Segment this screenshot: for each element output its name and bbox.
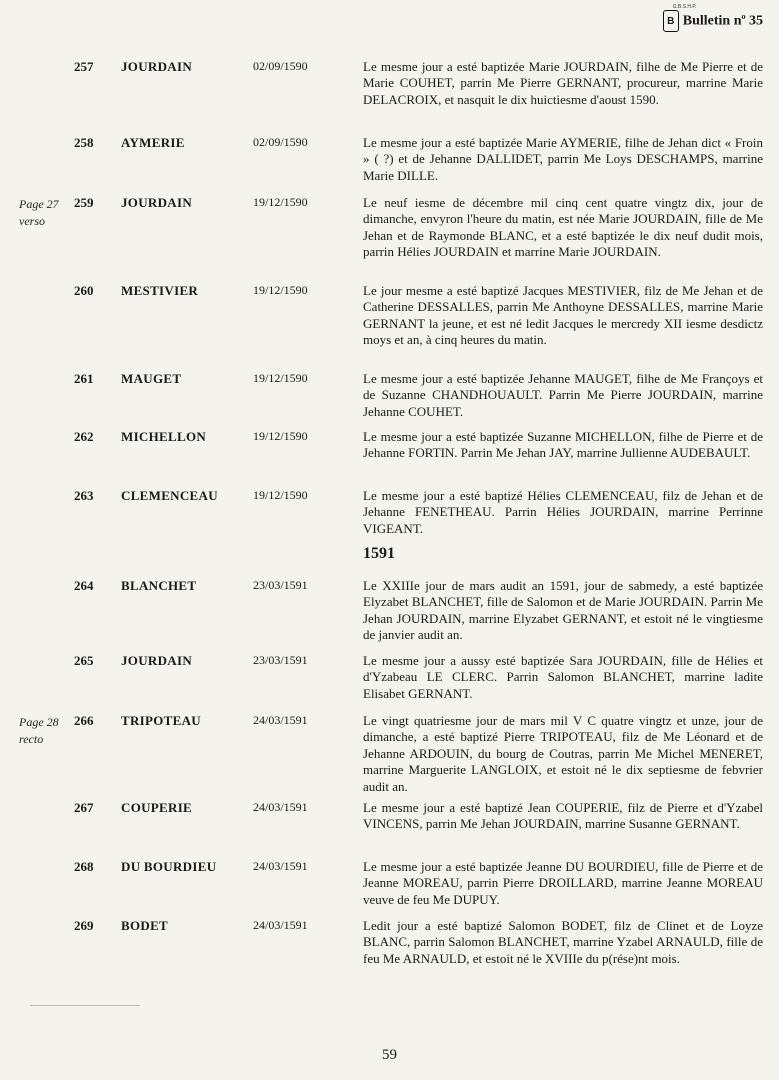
baptism-date: 19/12/1590	[253, 371, 308, 385]
entry-number: 262	[74, 429, 94, 444]
entry-text: Le mesme jour a esté baptizée Marie AYMERIE, filhe de Jehan dict « Froin » ( ?) et de Jehanne DALLIDET, parrin Me Loys DESCHAMPS, marrine Marie DILLE.	[363, 135, 763, 183]
family-name: JOURDAIN	[121, 653, 193, 668]
family-name: TRIPOTEAU	[121, 713, 201, 728]
margin-page-reference: Page 28 recto	[19, 715, 59, 746]
baptism-date: 23/03/1591	[253, 578, 308, 592]
entry-text: Le neuf iesme de décembre mil cinq cent quatre vingtz dix, jour de dimanche, envyron l'heure du matin, est née Marie JOURDAIN, fille de Me Jehan et de Raymonde BLANC, et a esté baptizée le dix neuf dudit mois, parrin Hélies JOURDAIN et marrine Marie JOURDAIN.	[363, 195, 763, 260]
family-name: JOURDAIN	[121, 195, 193, 210]
entry-text: Ledit jour a esté baptizé Salomon BODET, filz de Clinet et de Loyze BLANC, parrin Salomon BLANCHET, marrine Yzabel ARNAULD, fille de feu Me ARNAULD, et estoit né le XVIIIe du p(rése)nt mois.	[363, 918, 763, 966]
entry-number: 258	[74, 135, 94, 150]
baptism-date: 02/09/1590	[253, 59, 308, 73]
entry-number: 261	[74, 371, 94, 386]
entry-text: Le mesme jour a esté baptizée Marie JOURDAIN, filhe de Me Pierre et de Marie COUHET, parrin Me Pierre GERNANT, procureur, marrine Marie DELACROIX, et nasquit le dix huictiesme d'aoust 1590.	[363, 59, 763, 107]
entry-text: Le jour mesme a esté baptizé Jacques MESTIVIER, filz de Me Jehan et de Catherine DESSALLES, parrin Me Anthoyne DESSALLES, marrine Marie GERNANT la jeune, et est né ledit Jacques le mercredy XII iesme desdictz moys et an, à cinq heures du matin.	[363, 283, 763, 348]
family-name: MESTIVIER	[121, 283, 199, 298]
family-name: BLANCHET	[121, 578, 197, 593]
entry-text: Le XXIIIe jour de mars audit an 1591, jour de sabmedy, a esté baptizée Elyzabet BLANCHET, fille de Salomon et de Marie JOURDAIN. Parrin Me Jehan JOURDAIN, marrine Elyzabet GERNANT, et estoit né le vingtiesme de janvier audit an.	[363, 578, 763, 643]
entry-text: Le mesme jour a esté baptizée Jeanne DU BOURDIEU, fille de Pierre et de Jeanne MOREAU, parrin Pierre DROILLARD, marrine Jeanne MOREAU veuve de feu Me DUPUY.	[363, 859, 763, 907]
entry-number: 265	[74, 653, 94, 668]
baptism-date: 24/03/1591	[253, 859, 308, 873]
baptism-date: 19/12/1590	[253, 283, 308, 297]
baptism-date: 23/03/1591	[253, 653, 308, 667]
baptism-date: 24/03/1591	[253, 713, 308, 727]
page-number: 59	[382, 1047, 397, 1063]
baptism-date: 02/09/1590	[253, 135, 308, 149]
entry-text: Le vingt quatriesme jour de mars mil V C quatre vingtz et unze, jour de dimanche, a esté baptizé Pierre TRIPOTEAU, filz de Me Léonard et de Jehanne ARDOUIN, du bourg de Coutras, parrin Me Michel MENERET, marrine Marguerite LANGLOIX, et estoit né le dix septiesme de febvrier audit an.	[363, 713, 763, 794]
entry-number: 266	[74, 713, 94, 728]
entry-number: 260	[74, 283, 94, 298]
page-header	[663, 4, 763, 32]
entry-text: Le mesme jour a esté baptizé Jean COUPERIE, filz de Pierre et d'Yzabel VINCENS, parrin Me Jehan JOURDAIN, marrine Susanne GERNANT.	[363, 800, 763, 832]
year-heading: 1591	[363, 545, 395, 562]
family-name: COUPERIE	[121, 800, 193, 815]
family-name: CLEMENCEAU	[121, 488, 218, 503]
family-name: DU BOURDIEU	[121, 859, 217, 874]
family-name: AYMERIE	[121, 135, 185, 150]
baptism-date: 19/12/1590	[253, 195, 308, 209]
family-name: MAUGET	[121, 371, 182, 386]
entry-number: 268	[74, 859, 94, 874]
bulletin-logo-icon: B	[663, 10, 679, 32]
entry-number: 269	[74, 918, 94, 933]
header-small-text: Ω.B.S.H.P.	[672, 4, 697, 10]
bulletin-title	[683, 12, 763, 30]
entry-number: 257	[74, 59, 94, 74]
baptism-date: 19/12/1590	[253, 429, 308, 443]
bulletin-title-text: Bulletin n	[682, 13, 742, 29]
entry-number: 267	[74, 800, 94, 815]
bulletin-number: 35	[745, 13, 763, 29]
margin-page-reference: Page 27 verso	[19, 197, 59, 228]
baptism-date: 24/03/1591	[253, 918, 308, 932]
entry-text: Le mesme jour a esté baptizée Suzanne MICHELLON, filhe de Pierre et de Jehanne FORTIN. Parrin Me Jehan JAY, marrine Jullienne AUDEBAULT.	[363, 429, 763, 461]
entry-number: 263	[74, 488, 94, 503]
bulletin-title-sup: o	[741, 12, 746, 22]
family-name: JOURDAIN	[121, 59, 193, 74]
baptism-date: 24/03/1591	[253, 800, 308, 814]
entry-text: Le mesme jour a aussy esté baptizée Sara JOURDAIN, fille de Hélies et d'Yzabeau LE CLERC. Parrin Salomon BLANCHET, marrine ladite Elisabet GERNANT.	[363, 653, 763, 701]
footnote-divider	[30, 1005, 140, 1006]
entry-text: Le mesme jour a esté baptizée Jehanne MAUGET, filhe de Me Françoys et de Suzanne CHANDHOUAULT. Parrin Me Pierre JOURDAIN, marrine Jehanne COUHET.	[363, 371, 763, 419]
entry-number: 259	[74, 195, 94, 210]
family-name: BODET	[121, 918, 169, 933]
family-name: MICHELLON	[121, 429, 207, 444]
baptism-date: 19/12/1590	[253, 488, 308, 502]
entry-text: Le mesme jour a esté baptizé Hélies CLEMENCEAU, filz de Jehan et de Jehanne FENETHEAU. Parrin Hélies JOURDAIN, marrine Perrinne VIGEANT.	[363, 488, 763, 536]
entry-number: 264	[74, 578, 94, 593]
